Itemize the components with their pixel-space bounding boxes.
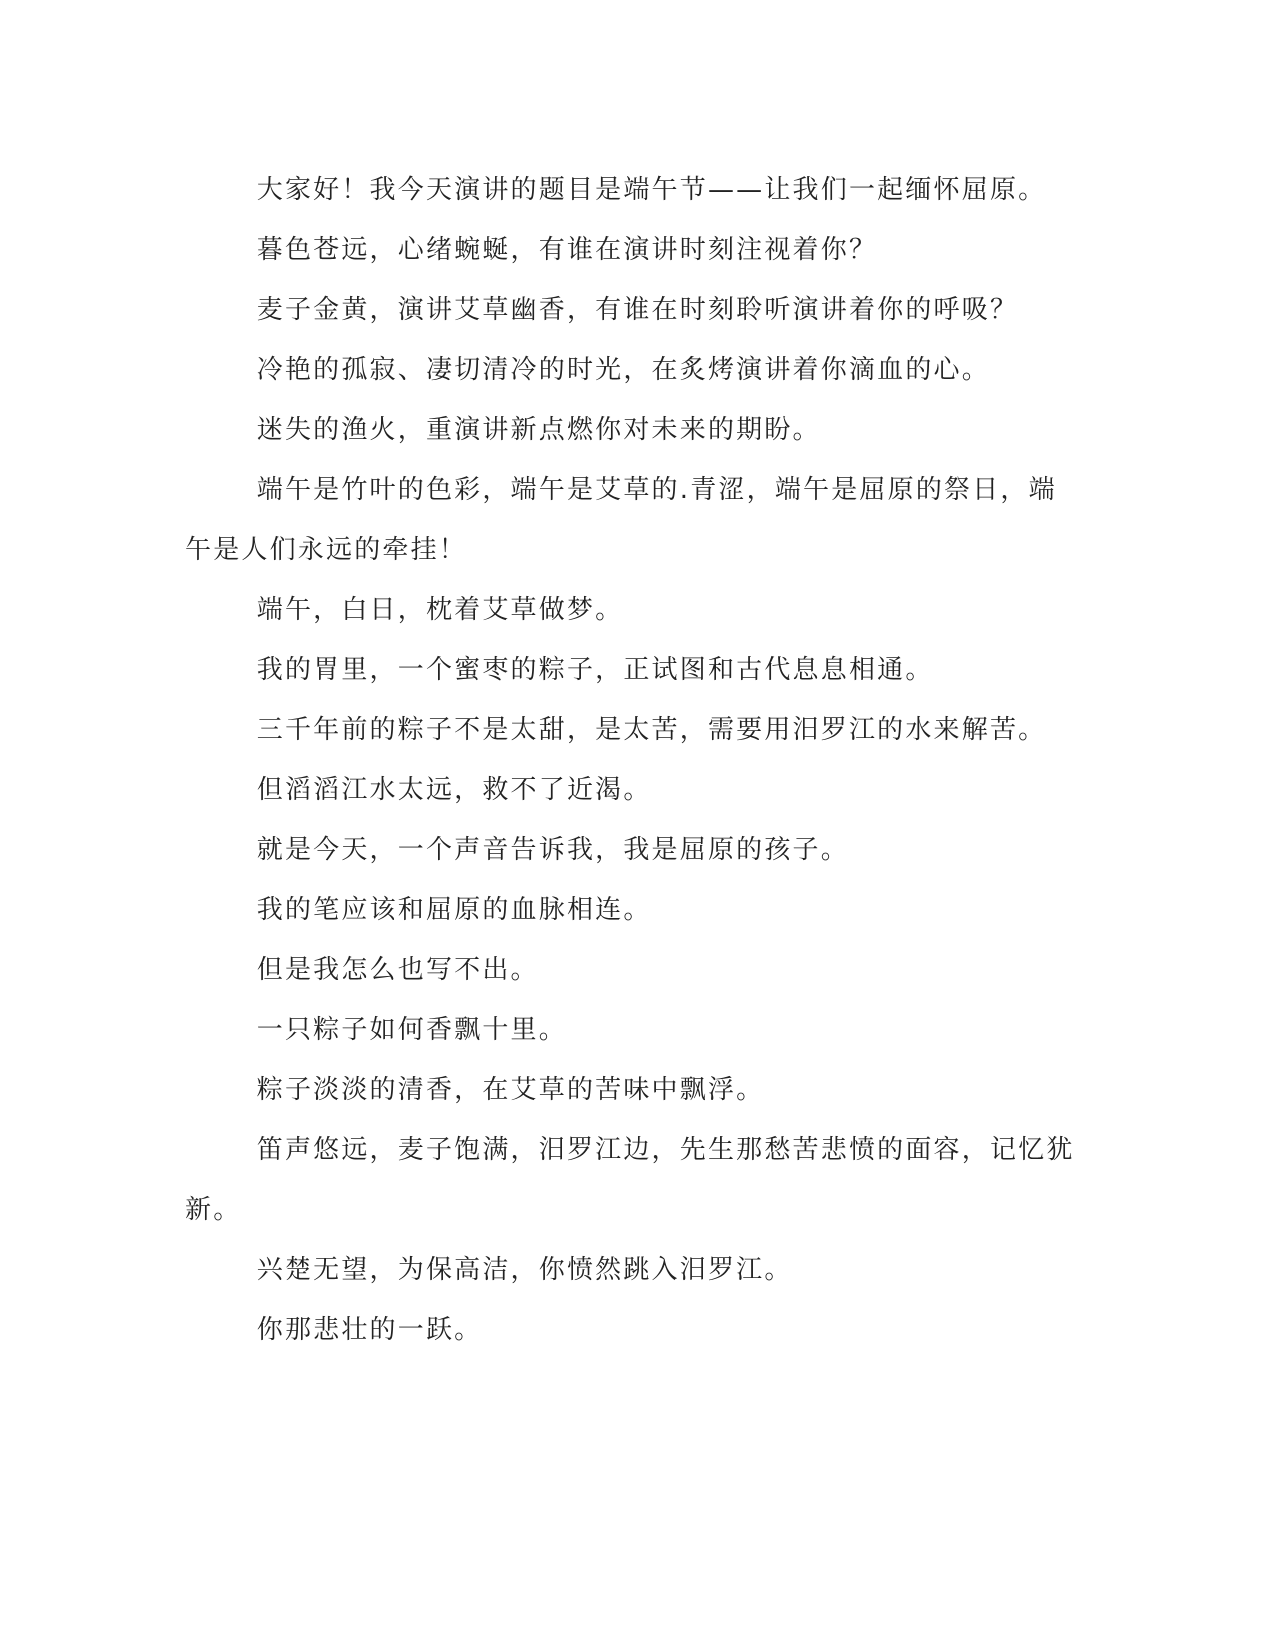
- paragraph: 笛声悠远，麦子饱满，汨罗江边，先生那愁苦悲愤的面容，记忆犹新。: [185, 1135, 1075, 1225]
- paragraph: 三千年前的粽子不是太甜，是太苦，需要用汨罗江的水来解苦。: [256, 715, 1047, 745]
- paragraph: 端午是竹叶的色彩，端午是艾草的.青涩，端午是屈原的祭日，端午是人们永远的牵挂！: [185, 475, 1057, 565]
- paragraph: 一只粽子如何香飘十里。: [256, 1015, 567, 1045]
- paragraph: 兴楚无望，为保高洁，你愤然跳入汨罗江。: [256, 1255, 793, 1285]
- paragraph: 冷艳的孤寂、凄切清冷的时光，在炙烤演讲着你滴血的心。: [256, 355, 990, 385]
- paragraph: 我的笔应该和屈原的血脉相连。: [256, 895, 652, 925]
- paragraph: 我的胃里，一个蜜枣的粽子，正试图和古代息息相通。: [256, 655, 934, 685]
- paragraph: 但滔滔江水太远，救不了近渴。: [256, 775, 652, 805]
- paragraph: 大家好！我今天演讲的题目是端午节——让我们一起缅怀屈原。: [256, 175, 1047, 205]
- paragraph: 暮色苍远，心绪蜿蜒，有谁在演讲时刻注视着你？: [256, 235, 878, 265]
- paragraph: 你那悲壮的一跃。: [256, 1315, 483, 1345]
- paragraph: 迷失的渔火，重演讲新点燃你对未来的期盼。: [256, 415, 821, 445]
- paragraph: 粽子淡淡的清香，在艾草的苦味中飘浮。: [256, 1075, 765, 1105]
- paragraph: 麦子金黄，演讲艾草幽香，有谁在时刻聆听演讲着你的呼吸？: [256, 295, 1019, 325]
- document-body: [185, 160, 1075, 1360]
- paragraph: 端午，白日，枕着艾草做梦。: [256, 595, 624, 625]
- paragraph: 但是我怎么也写不出。: [256, 955, 539, 985]
- paragraph: 就是今天，一个声音告诉我，我是屈原的孩子。: [256, 835, 849, 865]
